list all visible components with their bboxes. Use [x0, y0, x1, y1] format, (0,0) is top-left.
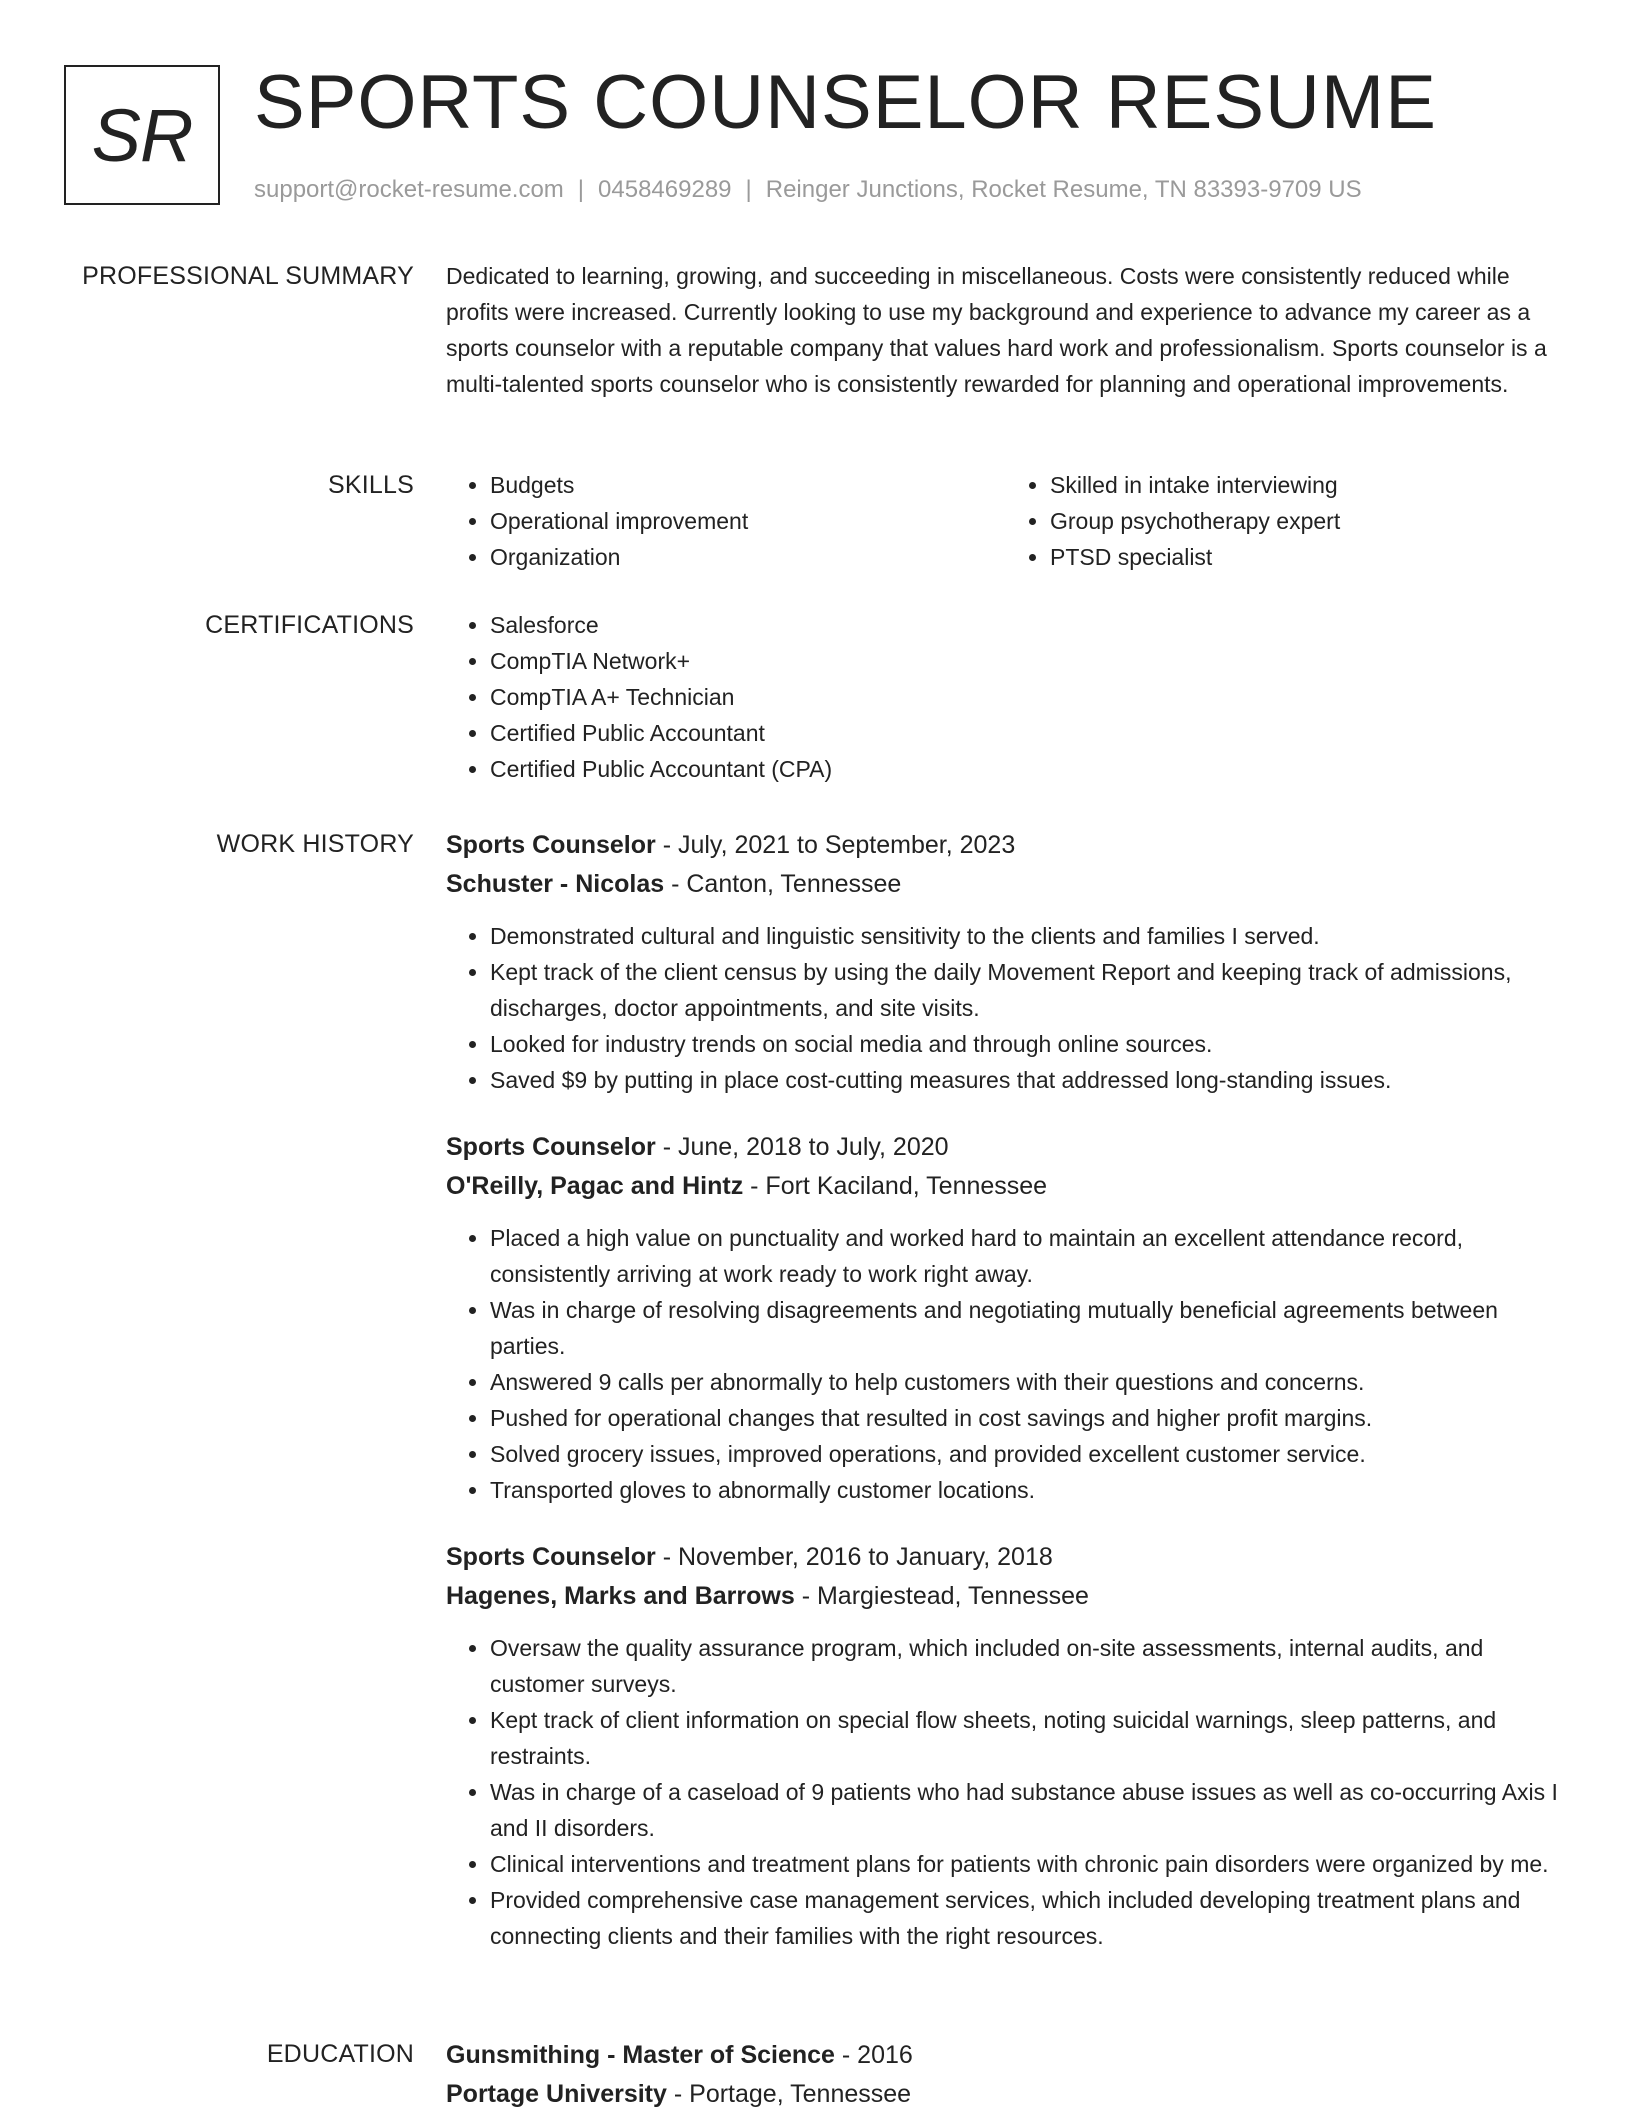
job-entry — [446, 1128, 1566, 1508]
education-label: EDUCATION — [266, 2040, 414, 2068]
job-location: - Margiestead, Tennessee — [794, 1582, 1089, 1610]
job-duty: • Answered 9 calls per abnormally to help customers with their questions and concerns. — [490, 1364, 1566, 1400]
job-title: Sports Counselor — [446, 1133, 656, 1161]
skills-list — [446, 467, 1566, 575]
job-company: Schuster - Nicolas — [446, 870, 665, 898]
job-duty: • Placed a high value on punctuality and worked hard to maintain an excellent attendance record, consistently arriving at work ready to work right away. — [490, 1220, 1566, 1292]
skills-column-1 — [446, 467, 1006, 575]
summary-text: Dedicated to learning, growing, and succeeding in miscellaneous. Costs were consistently reduced while profits were increased. Currently looking to use my background and experience to advance my career as a sports counselor with a reputable company that values hard work and professionalism. Sports counselor is a multi-talented sports counselor who is consistently rewarded for planning and operational improvements. — [446, 263, 1547, 397]
job-duty: • Clinical interventions and treatment plans for patients with chronic pain disorders were organized by me. — [490, 1846, 1566, 1882]
job-duty: • Oversaw the quality assurance program, which included on-site assessments, internal audits, and customer surveys. — [490, 1630, 1566, 1702]
initials-monogram — [64, 65, 220, 205]
education-degree: Gunsmithing - Master of Science — [446, 2041, 835, 2069]
job-duties — [446, 1630, 1566, 1954]
certifications-list — [446, 607, 1566, 787]
job-duty: • Provided comprehensive case management services, which included developing treatment plans and connecting clients and their families with the right resources. — [490, 1882, 1566, 1954]
job-title-line — [446, 1128, 1566, 1166]
job-title: Sports Counselor — [446, 1543, 656, 1571]
job-duty: • Saved $9 by putting in place cost-cutting measures that addressed long-standing issues. — [490, 1062, 1566, 1098]
job-duty: • Transported gloves to abnormally customer locations. — [490, 1472, 1566, 1508]
skills-label: SKILLS — [328, 471, 414, 499]
work-history-list — [446, 826, 1566, 1984]
job-location: - Canton, Tennessee — [664, 870, 902, 898]
contact-phone: 0458469289 — [598, 176, 732, 203]
job-duties — [446, 918, 1566, 1098]
education-location: - Portage, Tennessee — [666, 2080, 912, 2108]
certifications-label: CERTIFICATIONS — [205, 611, 414, 639]
job-title-line — [446, 826, 1566, 864]
job-entry — [446, 826, 1566, 1098]
skill-item: • Operational improvement — [490, 503, 1006, 539]
job-duty: • Pushed for operational changes that resulted in cost savings and higher profit margins. — [490, 1400, 1566, 1436]
job-duty: • Solved grocery issues, improved operations, and provided excellent customer service. — [490, 1436, 1566, 1472]
initials-text: SR — [91, 93, 193, 177]
contact-separator: | — [745, 176, 752, 203]
education-degree-line — [446, 2036, 1566, 2074]
resume-title: SPORTS COUNSELOR RESUME — [254, 60, 1437, 145]
skill-item: • Skilled in intake interviewing — [1050, 467, 1566, 503]
skill-item: • Budgets — [490, 467, 1006, 503]
job-duty: • Kept track of client information on special flow sheets, noting suicidal warnings, sleep patterns, and restraints. — [490, 1702, 1566, 1774]
job-company-line — [446, 864, 1566, 904]
job-dates: - November, 2016 to January, 2018 — [655, 1543, 1053, 1571]
job-duty: • Was in charge of a caseload of 9 patients who had substance abuse issues as well as co-occurring Axis I and II disorders. — [490, 1774, 1566, 1846]
job-company: Hagenes, Marks and Barrows — [446, 1582, 795, 1610]
job-duty: • Was in charge of resolving disagreements and negotiating mutually beneficial agreements between parties. — [490, 1292, 1566, 1364]
work-history-label: WORK HISTORY — [216, 830, 414, 858]
job-company-line — [446, 1576, 1566, 1616]
summary-label: PROFESSIONAL SUMMARY — [82, 262, 414, 290]
education-entry — [446, 2036, 1566, 2114]
job-dates: - June, 2018 to July, 2020 — [655, 1133, 949, 1161]
contact-address: Reinger Junctions, Rocket Resume, TN 83393-9709 US — [765, 176, 1362, 203]
job-duty: • Kept track of the client census by using the daily Movement Report and keeping track of admissions, discharges, doctor appointments, and site visits. — [490, 954, 1566, 1026]
skill-item: • PTSD specialist — [1050, 539, 1566, 575]
skill-item: • Organization — [490, 539, 1006, 575]
skills-column-2 — [1006, 467, 1566, 575]
education-year: - 2016 — [834, 2041, 913, 2069]
certification-item: • Salesforce — [490, 607, 1566, 643]
job-location: - Fort Kaciland, Tennessee — [743, 1172, 1048, 1200]
certification-item: • Certified Public Accountant (CPA) — [490, 751, 1566, 787]
job-title-line — [446, 1538, 1566, 1576]
education-school: Portage University — [446, 2080, 667, 2108]
job-title: Sports Counselor — [446, 831, 656, 859]
skill-item: • Group psychotherapy expert — [1050, 503, 1566, 539]
certification-item: • CompTIA A+ Technician — [490, 679, 1566, 715]
contact-email: support@rocket-resume.com — [254, 176, 564, 203]
job-duty: • Demonstrated cultural and linguistic sensitivity to the clients and families I served. — [490, 918, 1566, 954]
job-company: O'Reilly, Pagac and Hintz — [446, 1172, 744, 1200]
certification-item: • CompTIA Network+ — [490, 643, 1566, 679]
job-duty: • Looked for industry trends on social media and through online sources. — [490, 1026, 1566, 1062]
education-school-line — [446, 2074, 1566, 2114]
job-company-line — [446, 1166, 1566, 1206]
job-dates: - July, 2021 to September, 2023 — [655, 831, 1016, 859]
certification-item: • Certified Public Accountant — [490, 715, 1566, 751]
job-entry — [446, 1538, 1566, 1954]
contact-line — [254, 174, 1362, 206]
contact-separator: | — [577, 176, 585, 203]
job-duties — [446, 1220, 1566, 1508]
